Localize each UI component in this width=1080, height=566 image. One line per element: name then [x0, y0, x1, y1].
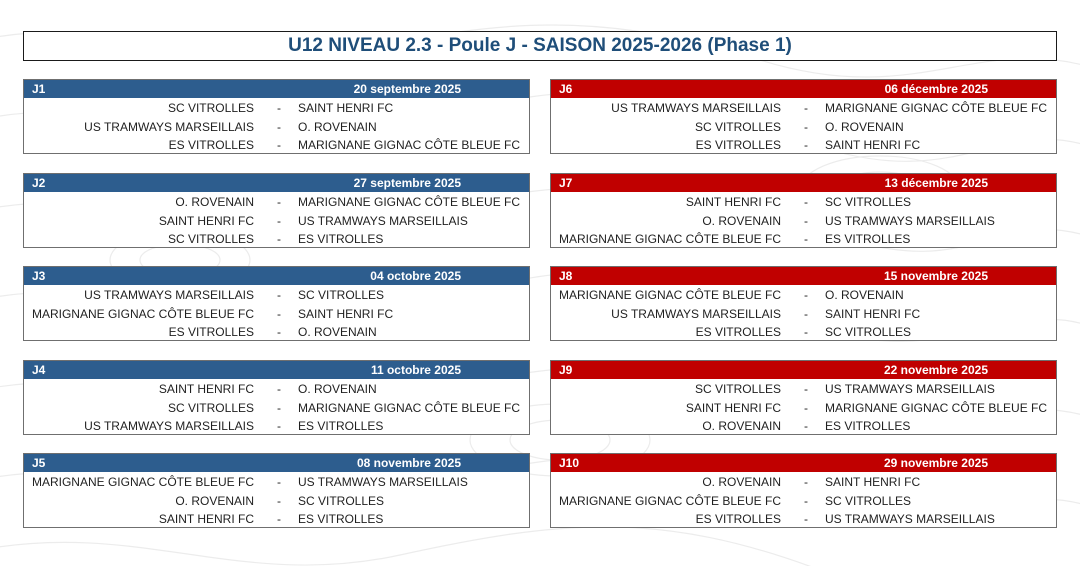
match-row — [551, 323, 1056, 342]
matchday-label: J1 — [32, 82, 46, 96]
versus-separator: - — [277, 138, 281, 153]
home-team: O. ROVENAIN — [702, 419, 781, 434]
versus-separator: - — [277, 101, 281, 115]
home-team: US TRAMWAYS MARSEILLAIS — [611, 306, 781, 321]
home-team: ES VITROLLES — [695, 325, 781, 340]
matchday-date: 04 octobre 2025 — [370, 269, 461, 283]
away-team: US TRAMWAYS MARSEILLAIS — [298, 213, 468, 228]
matchday-label: J8 — [559, 269, 573, 283]
versus-separator: - — [804, 213, 808, 228]
matchday-header — [24, 80, 529, 98]
away-team: MARIGNANE GIGNAC CÔTE BLEUE FC — [825, 101, 1048, 115]
home-team: MARIGNANE GIGNAC CÔTE BLEUE FC — [31, 306, 254, 321]
home-team: O. ROVENAIN — [702, 213, 781, 228]
matchday-label: J9 — [559, 363, 573, 377]
home-team: US TRAMWAYS MARSEILLAIS — [84, 119, 254, 134]
match-row — [551, 136, 1056, 155]
home-team: SC VITROLLES — [167, 101, 254, 115]
matchday-date: 08 novembre 2025 — [356, 456, 461, 470]
match-row — [551, 230, 1056, 249]
matchday-date: 11 octobre 2025 — [370, 363, 461, 377]
home-team: US TRAMWAYS MARSEILLAIS — [84, 419, 254, 434]
home-team: US TRAMWAYS MARSEILLAIS — [611, 101, 781, 115]
versus-separator: - — [804, 475, 808, 489]
away-team: MARIGNANE GIGNAC CÔTE BLEUE FC — [298, 195, 521, 209]
match-row — [551, 510, 1056, 529]
match-row — [24, 305, 529, 324]
match-row — [551, 118, 1056, 137]
matchday-date: 06 décembre 2025 — [884, 82, 988, 96]
away-team: SAINT HENRI FC — [825, 138, 921, 153]
matchday-block-j5 — [23, 453, 530, 528]
matchday-date: 20 septembre 2025 — [353, 82, 461, 96]
versus-separator: - — [804, 400, 808, 415]
versus-separator: - — [804, 493, 808, 508]
match-row — [24, 118, 529, 137]
match-row — [24, 99, 529, 118]
matchday-header — [551, 361, 1056, 379]
matchday-block-j7 — [550, 173, 1057, 248]
match-row — [551, 492, 1056, 511]
matchday-date: 13 décembre 2025 — [884, 176, 988, 190]
versus-separator: - — [804, 119, 808, 134]
versus-separator: - — [804, 195, 808, 209]
matchday-header — [24, 267, 529, 285]
away-team: SAINT HENRI FC — [825, 306, 921, 321]
away-team: MARIGNANE GIGNAC CÔTE BLEUE FC — [298, 400, 521, 415]
match-row — [551, 380, 1056, 399]
home-team: MARIGNANE GIGNAC CÔTE BLEUE FC — [558, 493, 781, 508]
match-row — [24, 230, 529, 249]
versus-separator: - — [277, 325, 281, 340]
matchday-label: J3 — [32, 269, 46, 283]
matchday-block-j3 — [23, 266, 530, 341]
versus-separator: - — [804, 101, 808, 115]
away-team: ES VITROLLES — [825, 232, 911, 247]
away-team: ES VITROLLES — [298, 419, 384, 434]
versus-separator: - — [277, 232, 281, 247]
versus-separator: - — [277, 195, 281, 209]
away-team: SAINT HENRI FC — [298, 101, 394, 115]
page-title: U12 NIVEAU 2.3 - Poule J - SAISON 2025-2026 (Phase 1) — [23, 31, 1057, 61]
away-team: US TRAMWAYS MARSEILLAIS — [298, 475, 468, 489]
matchday-label: J6 — [559, 82, 573, 96]
away-team: SC VITROLLES — [298, 493, 385, 508]
home-team: MARIGNANE GIGNAC CÔTE BLEUE FC — [558, 232, 781, 247]
home-team: O. ROVENAIN — [175, 195, 254, 209]
home-team: SAINT HENRI FC — [685, 195, 781, 209]
away-team: MARIGNANE GIGNAC CÔTE BLEUE FC — [298, 138, 521, 153]
away-team: O. ROVENAIN — [298, 119, 377, 134]
home-team: O. ROVENAIN — [175, 493, 254, 508]
match-row — [551, 417, 1056, 436]
matchday-header — [551, 267, 1056, 285]
matchday-date: 29 novembre 2025 — [883, 456, 988, 470]
matchday-block-j8 — [550, 266, 1057, 341]
matchday-header — [24, 361, 529, 379]
home-team: MARIGNANE GIGNAC CÔTE BLEUE FC — [31, 475, 254, 489]
home-team: ES VITROLLES — [695, 512, 781, 527]
match-row — [24, 417, 529, 436]
away-team: US TRAMWAYS MARSEILLAIS — [825, 213, 995, 228]
versus-separator: - — [804, 288, 808, 302]
match-row — [24, 380, 529, 399]
matchday-header — [551, 80, 1056, 98]
away-team: O. ROVENAIN — [825, 119, 904, 134]
match-row — [24, 323, 529, 342]
versus-separator: - — [804, 232, 808, 247]
match-row — [24, 136, 529, 155]
home-team: US TRAMWAYS MARSEILLAIS — [84, 288, 254, 302]
match-row — [24, 212, 529, 231]
home-team: SC VITROLLES — [694, 119, 781, 134]
away-team: ES VITROLLES — [298, 232, 384, 247]
home-team: SAINT HENRI FC — [158, 213, 254, 228]
match-row — [24, 399, 529, 418]
matchday-label: J4 — [32, 363, 46, 377]
match-row — [551, 99, 1056, 118]
home-team: SC VITROLLES — [694, 382, 781, 396]
away-team: SC VITROLLES — [298, 288, 385, 302]
match-row — [24, 492, 529, 511]
versus-separator: - — [277, 512, 281, 527]
away-team: O. ROVENAIN — [298, 325, 377, 340]
away-team: SAINT HENRI FC — [825, 475, 921, 489]
match-row — [551, 473, 1056, 492]
away-team: ES VITROLLES — [298, 512, 384, 527]
matchday-block-j4 — [23, 360, 530, 435]
matchday-date: 15 novembre 2025 — [883, 269, 988, 283]
matchday-header — [24, 174, 529, 192]
matchday-block-j9 — [550, 360, 1057, 435]
matchday-date: 27 septembre 2025 — [353, 176, 461, 190]
matchday-date: 22 novembre 2025 — [883, 363, 988, 377]
away-team: O. ROVENAIN — [825, 288, 904, 302]
matchday-label: J7 — [559, 176, 573, 190]
home-team: SAINT HENRI FC — [158, 382, 254, 396]
away-team: SC VITROLLES — [825, 493, 912, 508]
matchday-label: J10 — [559, 456, 580, 470]
versus-separator: - — [277, 382, 281, 396]
away-team: US TRAMWAYS MARSEILLAIS — [825, 382, 995, 396]
versus-separator: - — [277, 475, 281, 489]
home-team: SAINT HENRI FC — [158, 512, 254, 527]
home-team: MARIGNANE GIGNAC CÔTE BLEUE FC — [558, 288, 781, 302]
match-row — [24, 193, 529, 212]
versus-separator: - — [804, 325, 808, 340]
away-team: SAINT HENRI FC — [298, 306, 394, 321]
away-team: US TRAMWAYS MARSEILLAIS — [825, 512, 995, 527]
versus-separator: - — [804, 512, 808, 527]
match-row — [551, 399, 1056, 418]
away-team: SC VITROLLES — [825, 195, 912, 209]
away-team: ES VITROLLES — [825, 419, 911, 434]
match-row — [551, 193, 1056, 212]
versus-separator: - — [277, 419, 281, 434]
away-team: SC VITROLLES — [825, 325, 912, 340]
versus-separator: - — [277, 119, 281, 134]
matchday-label: J2 — [32, 176, 46, 190]
versus-separator: - — [804, 382, 808, 396]
versus-separator: - — [804, 419, 808, 434]
matchday-block-j1 — [23, 79, 530, 154]
matchday-block-j10 — [550, 453, 1057, 528]
matchday-header — [551, 174, 1056, 192]
away-team: O. ROVENAIN — [298, 382, 377, 396]
versus-separator: - — [277, 288, 281, 302]
versus-separator: - — [277, 400, 281, 415]
matchday-label: J5 — [32, 456, 46, 470]
versus-separator: - — [277, 306, 281, 321]
match-row — [551, 212, 1056, 231]
versus-separator: - — [277, 213, 281, 228]
home-team: O. ROVENAIN — [702, 475, 781, 489]
matchday-header — [24, 454, 529, 472]
versus-separator: - — [804, 138, 808, 153]
away-team: MARIGNANE GIGNAC CÔTE BLEUE FC — [825, 400, 1048, 415]
home-team: ES VITROLLES — [168, 325, 254, 340]
versus-separator: - — [277, 493, 281, 508]
match-row — [24, 510, 529, 529]
matchday-block-j2 — [23, 173, 530, 248]
home-team: SAINT HENRI FC — [685, 400, 781, 415]
matchday-header — [551, 454, 1056, 472]
match-row — [24, 286, 529, 305]
matchday-block-j6 — [550, 79, 1057, 154]
match-row — [24, 473, 529, 492]
home-team: ES VITROLLES — [695, 138, 781, 153]
home-team: ES VITROLLES — [168, 138, 254, 153]
home-team: SC VITROLLES — [167, 400, 254, 415]
match-row — [551, 286, 1056, 305]
match-row — [551, 305, 1056, 324]
home-team: SC VITROLLES — [167, 232, 254, 247]
versus-separator: - — [804, 306, 808, 321]
